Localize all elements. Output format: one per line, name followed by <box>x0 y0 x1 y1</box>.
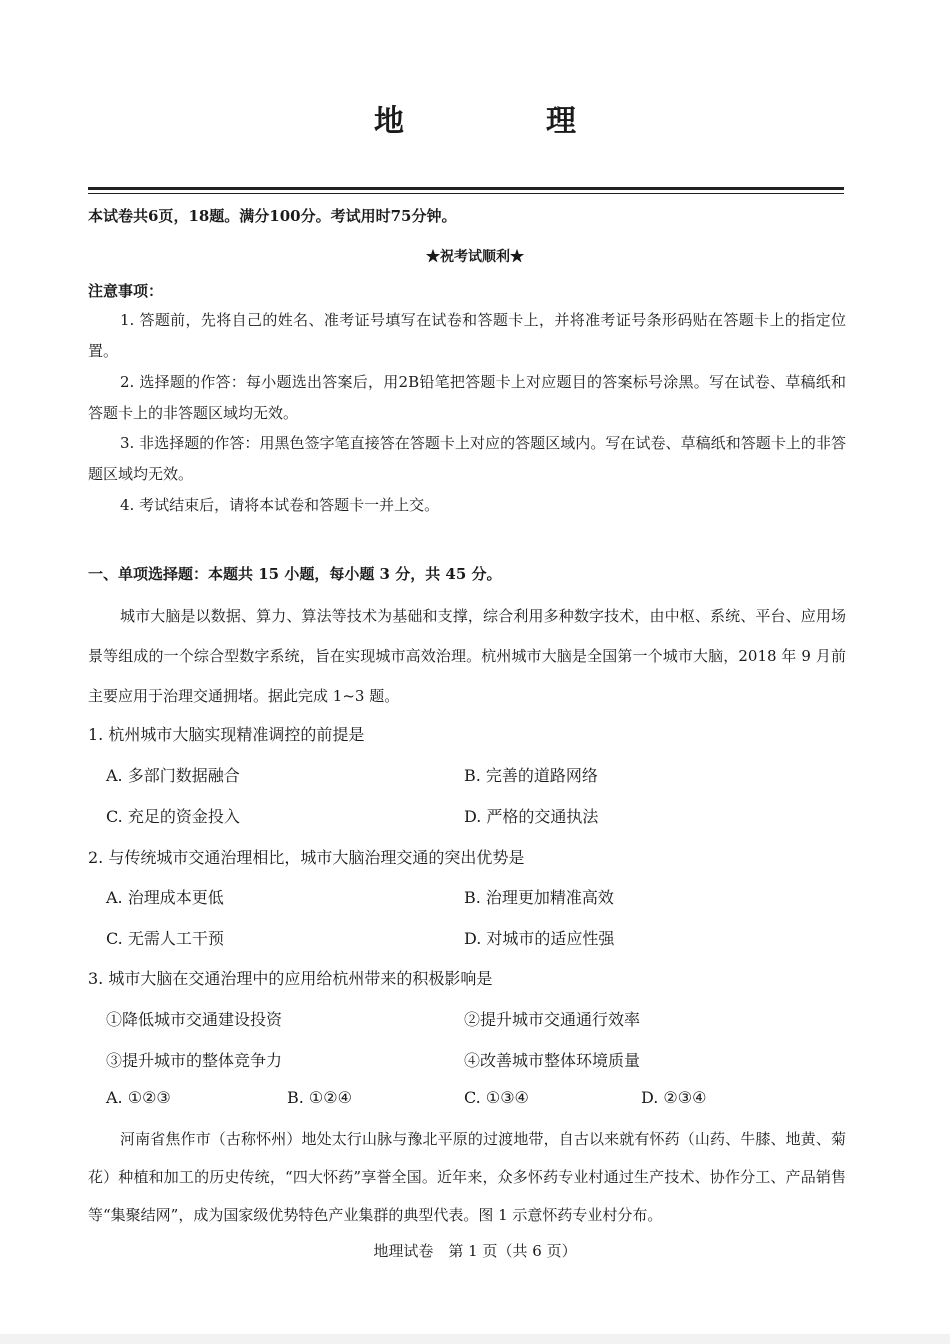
q2-option-b: B. 治理更加精准高效 <box>464 888 614 907</box>
q1-option-d: D. 严格的交通执法 <box>464 807 599 826</box>
notes-heading: 注意事项： <box>88 282 164 300</box>
q3-option-d: D. ②③④ <box>641 1088 707 1107</box>
note-item: 4. 考试结束后，请将本试卷和答题卡一并上交。 <box>120 496 440 514</box>
scan-bottom-edge <box>0 1334 950 1344</box>
q3-statement-3: ③提升城市的整体竞争力 <box>106 1051 283 1070</box>
note-item: 1. 答题前，先将自己的姓名、准考证号填写在试卷和答题卡上，并将准考证号条形码贴在答题卡上的指定位置。 <box>88 311 846 360</box>
question-2-stem: 2. 与传统城市交通治理相比，城市大脑治理交通的突出优势是 <box>88 848 525 867</box>
q3-option-b: B. ①②④ <box>287 1088 352 1107</box>
question-3-stem: 3. 城市大脑在交通治理中的应用给杭州带来的积极影响是 <box>88 969 493 988</box>
q2-option-a: A. 治理成本更低 <box>106 888 224 907</box>
q3-option-a: A. ①②③ <box>106 1088 171 1107</box>
good-luck-banner: ★祝考试顺利★ <box>426 249 524 265</box>
header-rule-thick <box>88 187 844 190</box>
note-item: 3. 非选择题的作答：用黑色签字笔直接答在答题卡上对应的答题区域内。写在试卷、草稿纸和答题卡上的非答题区域均无效。 <box>88 434 846 483</box>
q2-option-c: C. 无需人工干预 <box>106 929 224 948</box>
passage-huaiyao: 河南省焦作市（古称怀州）地处太行山脉与豫北平原的过渡地带，自古以来就有怀药（山药、牛膝、地黄、菊花）种植和加工的历史传统，“四大怀药”享誉全国。近年来，众多怀药专业村通过生产技术、协作分工、产品销售等“集聚结网”，成为国家级优势特色产业集群的典型代表。图 1 示意怀药专业村分布。 <box>88 1130 846 1224</box>
q1-option-c: C. 充足的资金投入 <box>106 807 240 826</box>
question-1-stem: 1. 杭州城市大脑实现精准调控的前提是 <box>88 725 365 744</box>
exam-intro: 本试卷共6页，18题。满分100分。考试用时75分钟。 <box>88 207 457 225</box>
q1-option-b: B. 完善的道路网络 <box>464 766 598 785</box>
page-title: 地 理 <box>374 104 632 139</box>
q3-option-c: C. ①③④ <box>464 1088 529 1107</box>
q3-statement-4: ④改善城市整体环境质量 <box>464 1051 641 1070</box>
q3-statement-2: ②提升城市交通通行效率 <box>464 1010 641 1029</box>
note-item: 2. 选择题的作答：每小题选出答案后，用2B铅笔把答题卡上对应题目的答案标号涂黑。写在试卷、草稿纸和答题卡上的非答题区域均无效。 <box>88 373 846 422</box>
page-footer: 地理试卷 第 1 页（共 6 页） <box>373 1242 577 1260</box>
header-rule-thin <box>88 193 844 194</box>
q3-statement-1: ①降低城市交通建设投资 <box>106 1010 283 1029</box>
q1-option-a: A. 多部门数据融合 <box>106 766 240 785</box>
section-heading: 一、单项选择题：本题共 15 小题，每小题 3 分，共 45 分。 <box>88 565 502 583</box>
q2-option-d: D. 对城市的适应性强 <box>464 929 615 948</box>
passage-city-brain: 城市大脑是以数据、算力、算法等技术为基础和支撑，综合利用多种数字技术，由中枢、系统、平台、应用场景等组成的一个综合型数字系统，旨在实现城市高效治理。杭州城市大脑是全国第一个城市大脑，2018 年 9 月前主要应用于治理交通拥堵。据此完成 1~3 题。 <box>88 607 846 705</box>
